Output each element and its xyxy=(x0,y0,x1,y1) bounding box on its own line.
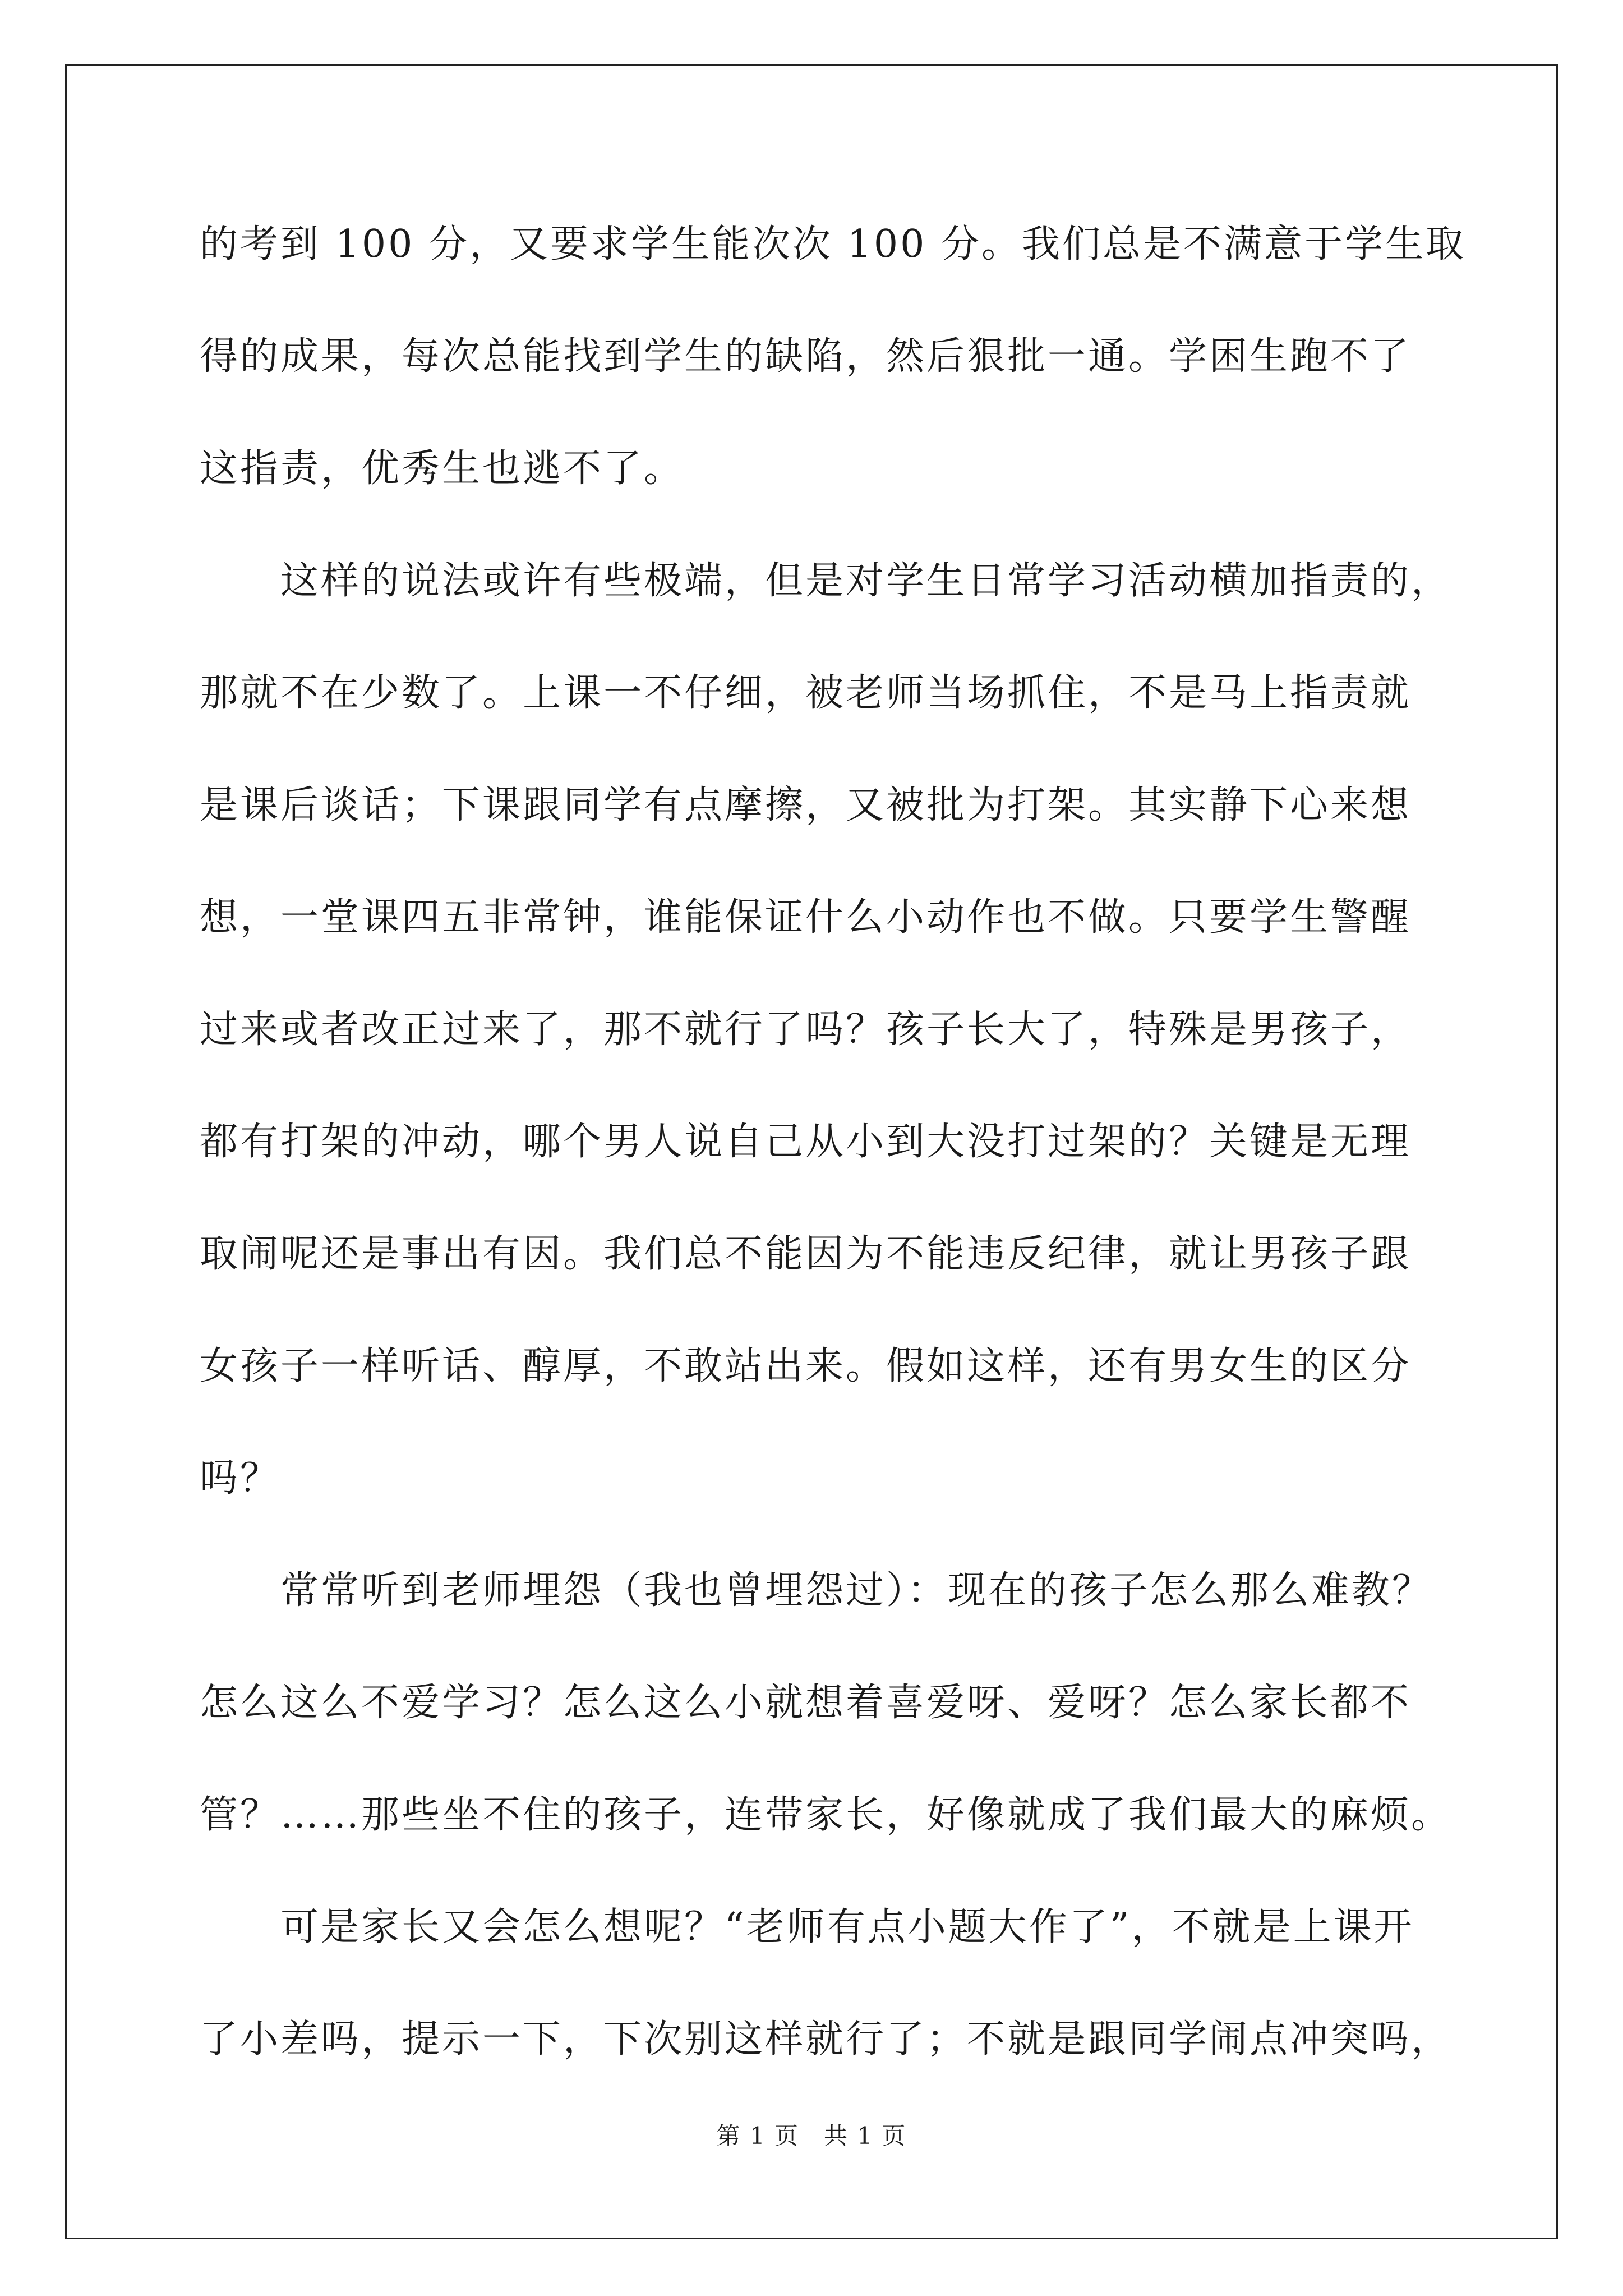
page-footer: 第 1 页 共 1 页 xyxy=(716,2122,907,2150)
text-line: 了小差吗，提示一下，下次别这样就行了；不就是跟同学闹点冲突吗， xyxy=(200,2017,1452,2062)
text-line: 得的成果，每次总能找到学生的缺陷，然后狠批一通。学困生跑不了 xyxy=(200,334,1412,379)
text-line: 可是家长又会怎么想呢？“老师有点小题大作了”，不就是上课开 xyxy=(200,1905,1414,1949)
text-line: 过来或者改正过来了，那不就行了吗？孩子长大了，特殊是男孩子， xyxy=(200,1007,1412,1052)
text-line: 取闹呢还是事出有因。我们总不能因为不能违反纪律，就让男孩子跟 xyxy=(200,1232,1412,1276)
text-line: 那就不在少数了。上课一不仔细，被老师当场抓住，不是马上指责就 xyxy=(200,671,1412,715)
text-line: 常常听到老师埋怨（我也曾埋怨过）：现在的孩子怎么那么难教？ xyxy=(200,1568,1433,1613)
text-line: 这样的说法或许有些极端，但是对学生日常学习活动横加指责的， xyxy=(200,559,1452,603)
text-line: 的考到 100 分，又要求学生能次次 100 分。我们总是不满意于学生取 xyxy=(200,222,1467,266)
text-line: 怎么这么不爱学习？怎么这么小就想着喜爱呀、爱呀？怎么家长都不 xyxy=(200,1681,1412,1725)
text-line: 是课后谈话；下课跟同学有点摩擦，又被批为打架。其实静下心来想 xyxy=(200,783,1412,827)
text-line: 这指责，优秀生也逃不了。 xyxy=(200,447,685,491)
text-line: 女孩子一样听话、醇厚，不敢站出来。假如这样，还有男女生的区分 xyxy=(200,1344,1412,1388)
text-line: 想，一堂课四五非常钟，谁能保证什么小动作也不做。只要学生警醒 xyxy=(200,895,1412,940)
text-line: 吗？ xyxy=(200,1456,281,1501)
text-line: 都有打架的冲动，哪个男人说自己从小到大没打过架的？关键是无理 xyxy=(200,1120,1412,1164)
text-line: 管？……那些坐不住的孩子，连带家长，好像就成了我们最大的麻烦。 xyxy=(200,1793,1452,1837)
